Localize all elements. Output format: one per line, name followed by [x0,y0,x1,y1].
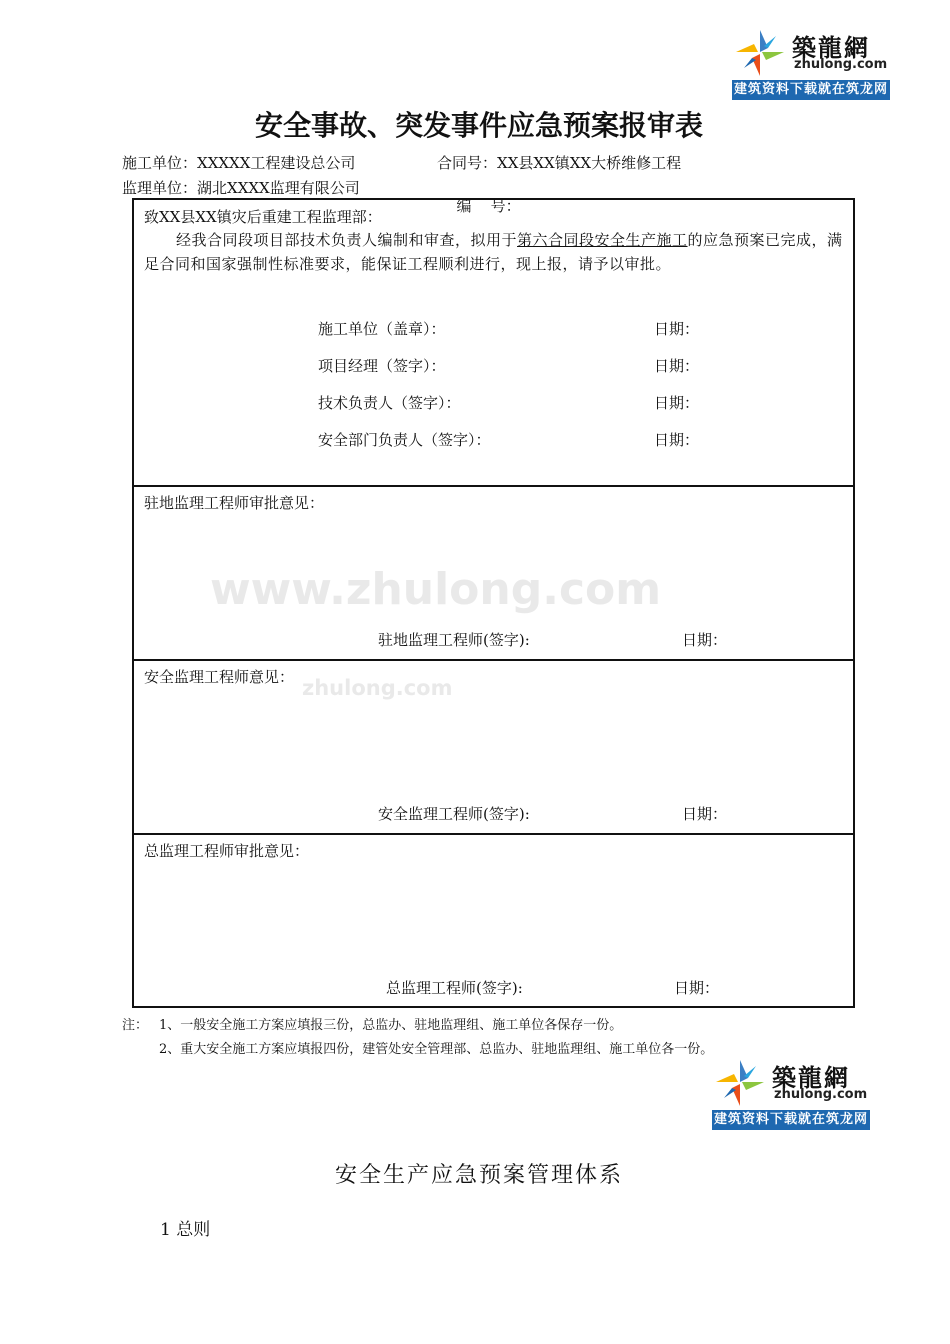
chief-engineer-signature: 总监理工程师(签字): [386,979,523,997]
paragraph-post: 的应急预案已完成，满足合同和国家强制性标准要求，能保证工程顺利进行，现上报，请予以审批。 [144,231,843,273]
watermark-small: zhulong.com [302,676,453,700]
paragraph-pre: 经我合同段项目部技术负责人编制和审查，拟用于 [176,231,518,249]
note-1: 1、一般安全施工方案应填报三份，总监办、驻地监理组、施工单位各保存一份。 [159,1018,623,1033]
paragraph-underlined: 第六合同段安全生产施工 [517,231,688,249]
zhulong-logo-bottom [712,1056,870,1132]
resident-engineer-date: 日期： [682,631,728,649]
document-title: 安全事故、突发事件应急预案报审表 [254,109,703,142]
serial-label: 编 号： [456,197,521,215]
safety-engineer-signature: 安全监理工程师(签字): [378,805,530,823]
logo-slogan: 建筑资料下载就在筑龙网 [732,80,890,100]
divider-1 [134,485,853,487]
resident-engineer-signature: 驻地监理工程师(签字): [378,631,530,649]
signature-contractor-date: 日期： [654,320,700,338]
contract-line [437,152,681,173]
safety-engineer-heading: 安全监理工程师意见： [144,668,295,686]
signature-contractor-label: 施工单位（盖章）： [318,320,446,338]
approval-form [132,198,855,1008]
watermark-main: www.zhulong.com [210,564,662,615]
supervisor-line [122,177,360,198]
safety-engineer-date: 日期： [682,805,728,823]
signature-safety-label: 安全部门负责人（签字）： [318,431,491,449]
note-label: 注： [122,1018,149,1033]
chief-engineer-heading: 总监理工程师审批意见： [144,842,310,860]
signature-safety-date: 日期： [654,431,700,449]
logo-slogan-bottom: 建筑资料下载就在筑龙网 [712,1110,870,1130]
logo-name-en-bottom: zhulong.com [774,1087,868,1102]
signature-pm-label: 项目经理（签字）： [318,357,446,375]
section-title: 安全生产应急预案管理体系 [334,1163,623,1188]
logo-mark-bottom [712,1056,870,1108]
logo-name-cn: 築龍網 [792,33,870,62]
pinwheel-icon [732,26,788,78]
chapter-1-heading: 1 总则 [160,1220,211,1240]
logo-name-en: zhulong.com [794,57,888,72]
contract-label: 合同号： [437,154,498,172]
note-2: 2、重大安全施工方案应填报四份，建管处安全管理部、总监办、驻地监理组、施工单位各一份。 [159,1042,714,1057]
logo-name-cn-bottom: 築龍網 [772,1063,850,1092]
signature-pm-date: 日期： [654,357,700,375]
submission-paragraph [144,228,846,276]
chief-engineer-date: 日期： [674,979,720,997]
supervisor-value: 湖北XXXX监理有限公司 [197,179,360,197]
contractor-line [122,152,355,173]
pinwheel-icon [712,1056,768,1108]
resident-engineer-heading: 驻地监理工程师审批意见： [144,494,325,512]
logo-mark [732,26,890,78]
addressee: 致XX县XX镇灾后重建工程监理部： [144,208,382,226]
contractor-value: XXXXX工程建设总公司 [197,154,356,172]
contractor-label: 施工单位： [122,154,198,172]
zhulong-logo-top [732,26,890,102]
supervisor-label: 监理单位： [122,179,198,197]
signature-tech-label: 技术负责人（签字）： [318,394,461,412]
divider-2 [134,659,853,661]
signature-tech-date: 日期： [654,394,700,412]
contract-value: XX县XX镇XX大桥维修工程 [497,154,682,172]
divider-3 [134,833,853,835]
